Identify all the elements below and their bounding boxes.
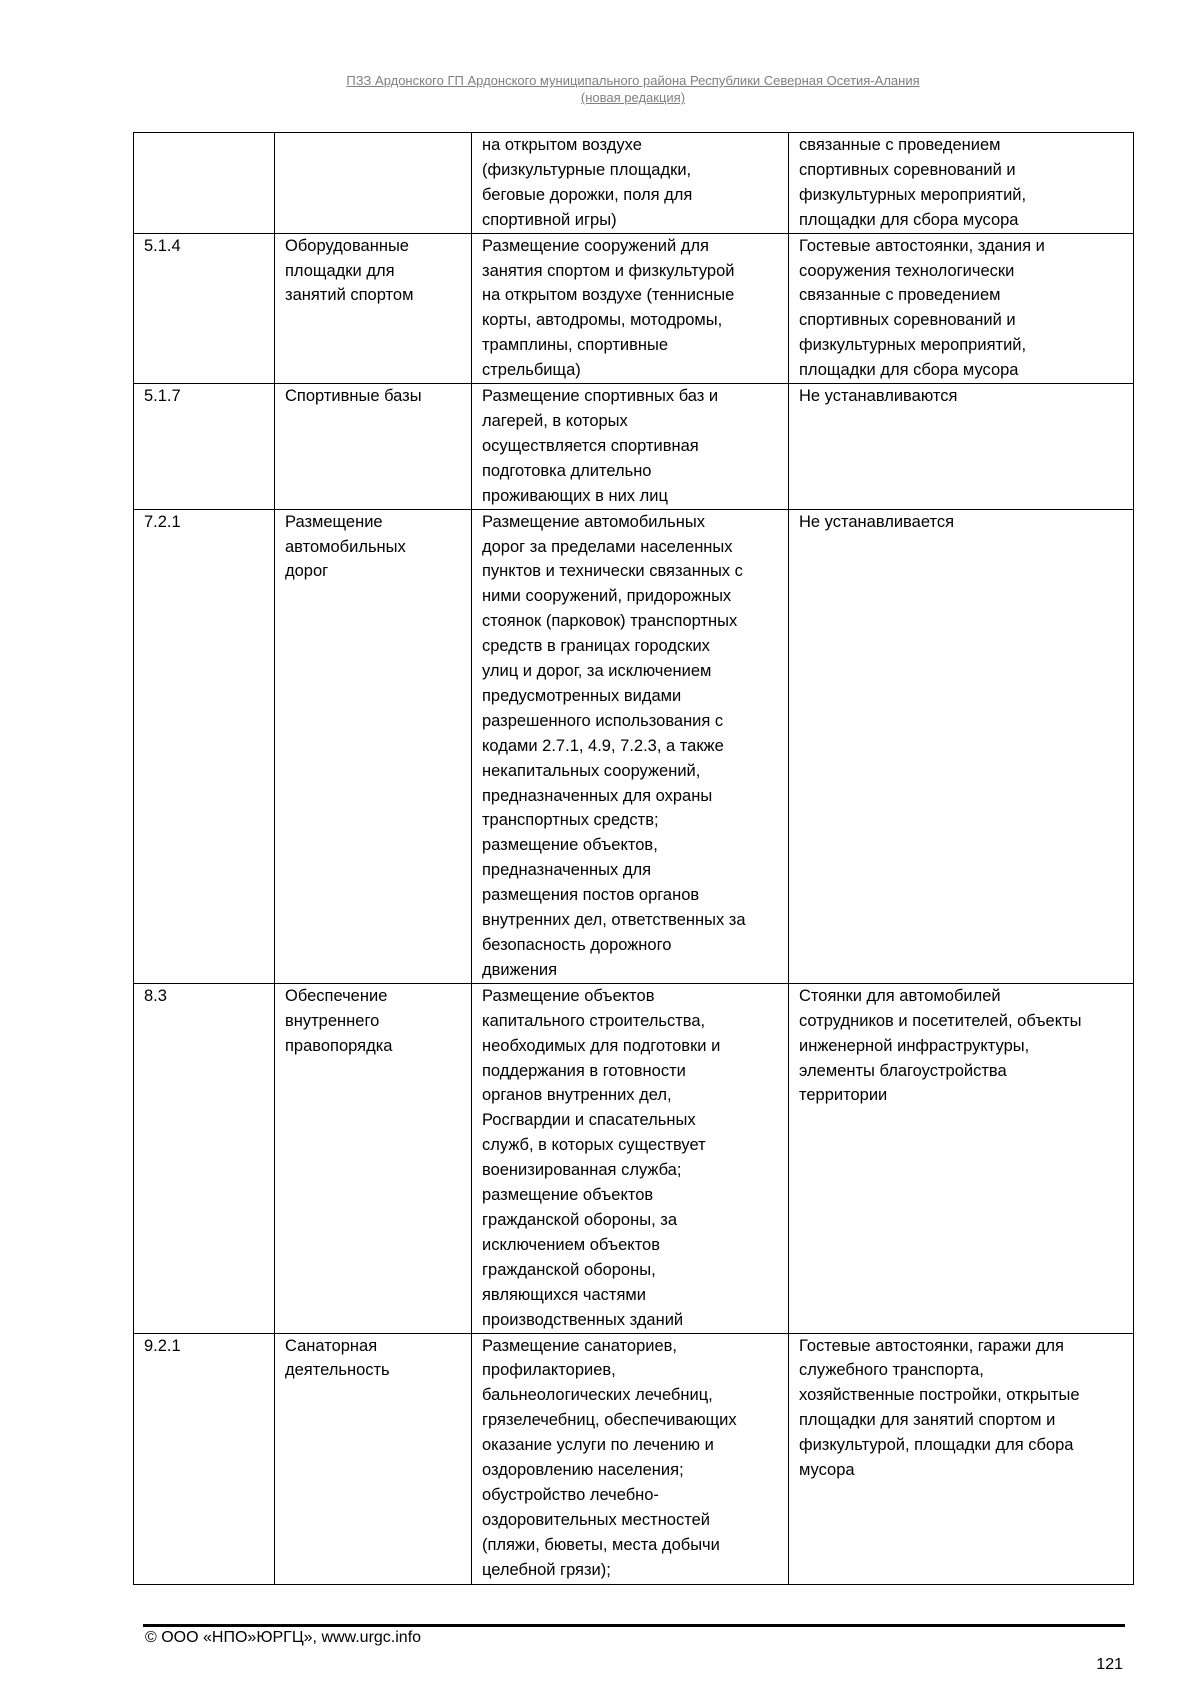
cell-code: 7.2.1 — [134, 509, 275, 983]
page-header — [133, 72, 1133, 106]
zoning-table — [133, 132, 1134, 1585]
cell-description: Размещение сооружений для занятия спортом и физкультурой на открытом воздухе (теннисные корты, автодромы, мотодромы, трамплины, спортивные стрельбища) — [472, 233, 789, 383]
cell-accessory: Не устанавливается — [789, 509, 1134, 983]
cell-code: 5.1.7 — [134, 384, 275, 510]
cell-name: Санаторная деятельность — [275, 1333, 472, 1584]
cell-name: Обеспечение внутреннего правопорядка — [275, 983, 472, 1333]
header-title: ПЗЗ Ардонского ГП Ардонского муниципального района Республики Северная Осетия-Алания — [346, 73, 920, 88]
cell-code: 8.3 — [134, 983, 275, 1333]
cell-accessory: Стоянки для автомобилей сотрудников и посетителей, объекты инженерной инфраструктуры, элементы благоустройства территории — [789, 983, 1134, 1333]
footer-copyright: © ООО «НПО»ЮРГЦ», www.urgc.info — [145, 1629, 422, 1646]
cell-name: Оборудованные площадки для занятий спортом — [275, 233, 472, 383]
table-row — [134, 233, 1134, 383]
cell-description: Размещение спортивных баз и лагерей, в которых осуществляется спортивная подготовка длительно проживающих в них лиц — [472, 384, 789, 510]
footer-divider — [143, 1624, 1125, 1627]
cell-accessory: связанные с проведением спортивных соревнований и физкультурных мероприятий, площадки для сбора мусора — [789, 133, 1134, 234]
cell-name — [275, 133, 472, 234]
cell-description: Размещение санаториев, профилакториев, бальнеологических лечебниц, грязелечебниц, обеспечивающих оказание услуги по лечению и оздоровлению населения; обустройство лечебно- оздоровительных местностей (пляжи, бюветы, места добычи целебной грязи); — [472, 1333, 789, 1584]
cell-code: 9.2.1 — [134, 1333, 275, 1584]
table-row — [134, 983, 1134, 1333]
header-subtitle: (новая редакция) — [580, 90, 686, 105]
cell-description: Размещение автомобильных дорог за пределами населенных пунктов и технически связанных с ними сооружений, придорожных стоянок (парковок) транспортных средств в границах городских улиц и дорог, за исключением предусмотренных видами разрешенного использования с кодами 2.7.1, 4.9, 7.2.3, а также некапитальных сооружений, предназначенных для охраны транспортных средств; размещение объектов, предназначенных для размещения постов органов внутренних дел, ответственных за безопасность дорожного движения — [472, 509, 789, 983]
table-row — [134, 384, 1134, 510]
page-number: 121 — [1096, 1656, 1123, 1673]
table-row — [134, 133, 1134, 234]
cell-description: на открытом воздухе (физкультурные площадки, беговые дорожки, поля для спортивной игры) — [472, 133, 789, 234]
table-row — [134, 1333, 1134, 1584]
table-row — [134, 509, 1134, 983]
cell-accessory: Гостевые автостоянки, гаражи для служебного транспорта, хозяйственные постройки, открытые площадки для занятий спортом и физкультурой, площадки для сбора мусора — [789, 1333, 1134, 1584]
cell-description: Размещение объектов капитального строительства, необходимых для подготовки и поддержания в готовности органов внутренних дел, Росгвардии и спасательных служб, в которых существует военизированная служба; размещение объектов гражданской обороны, за исключением объектов гражданской обороны, являющихся частями производственных зданий — [472, 983, 789, 1333]
cell-name: Спортивные базы — [275, 384, 472, 510]
cell-name: Размещение автомобильных дорог — [275, 509, 472, 983]
cell-accessory: Гостевые автостоянки, здания и сооружения технологически связанные с проведением спортивных соревнований и физкультурных мероприятий, площадки для сбора мусора — [789, 233, 1134, 383]
cell-accessory: Не устанавливаются — [789, 384, 1134, 510]
cell-code: 5.1.4 — [134, 233, 275, 383]
cell-code — [134, 133, 275, 234]
